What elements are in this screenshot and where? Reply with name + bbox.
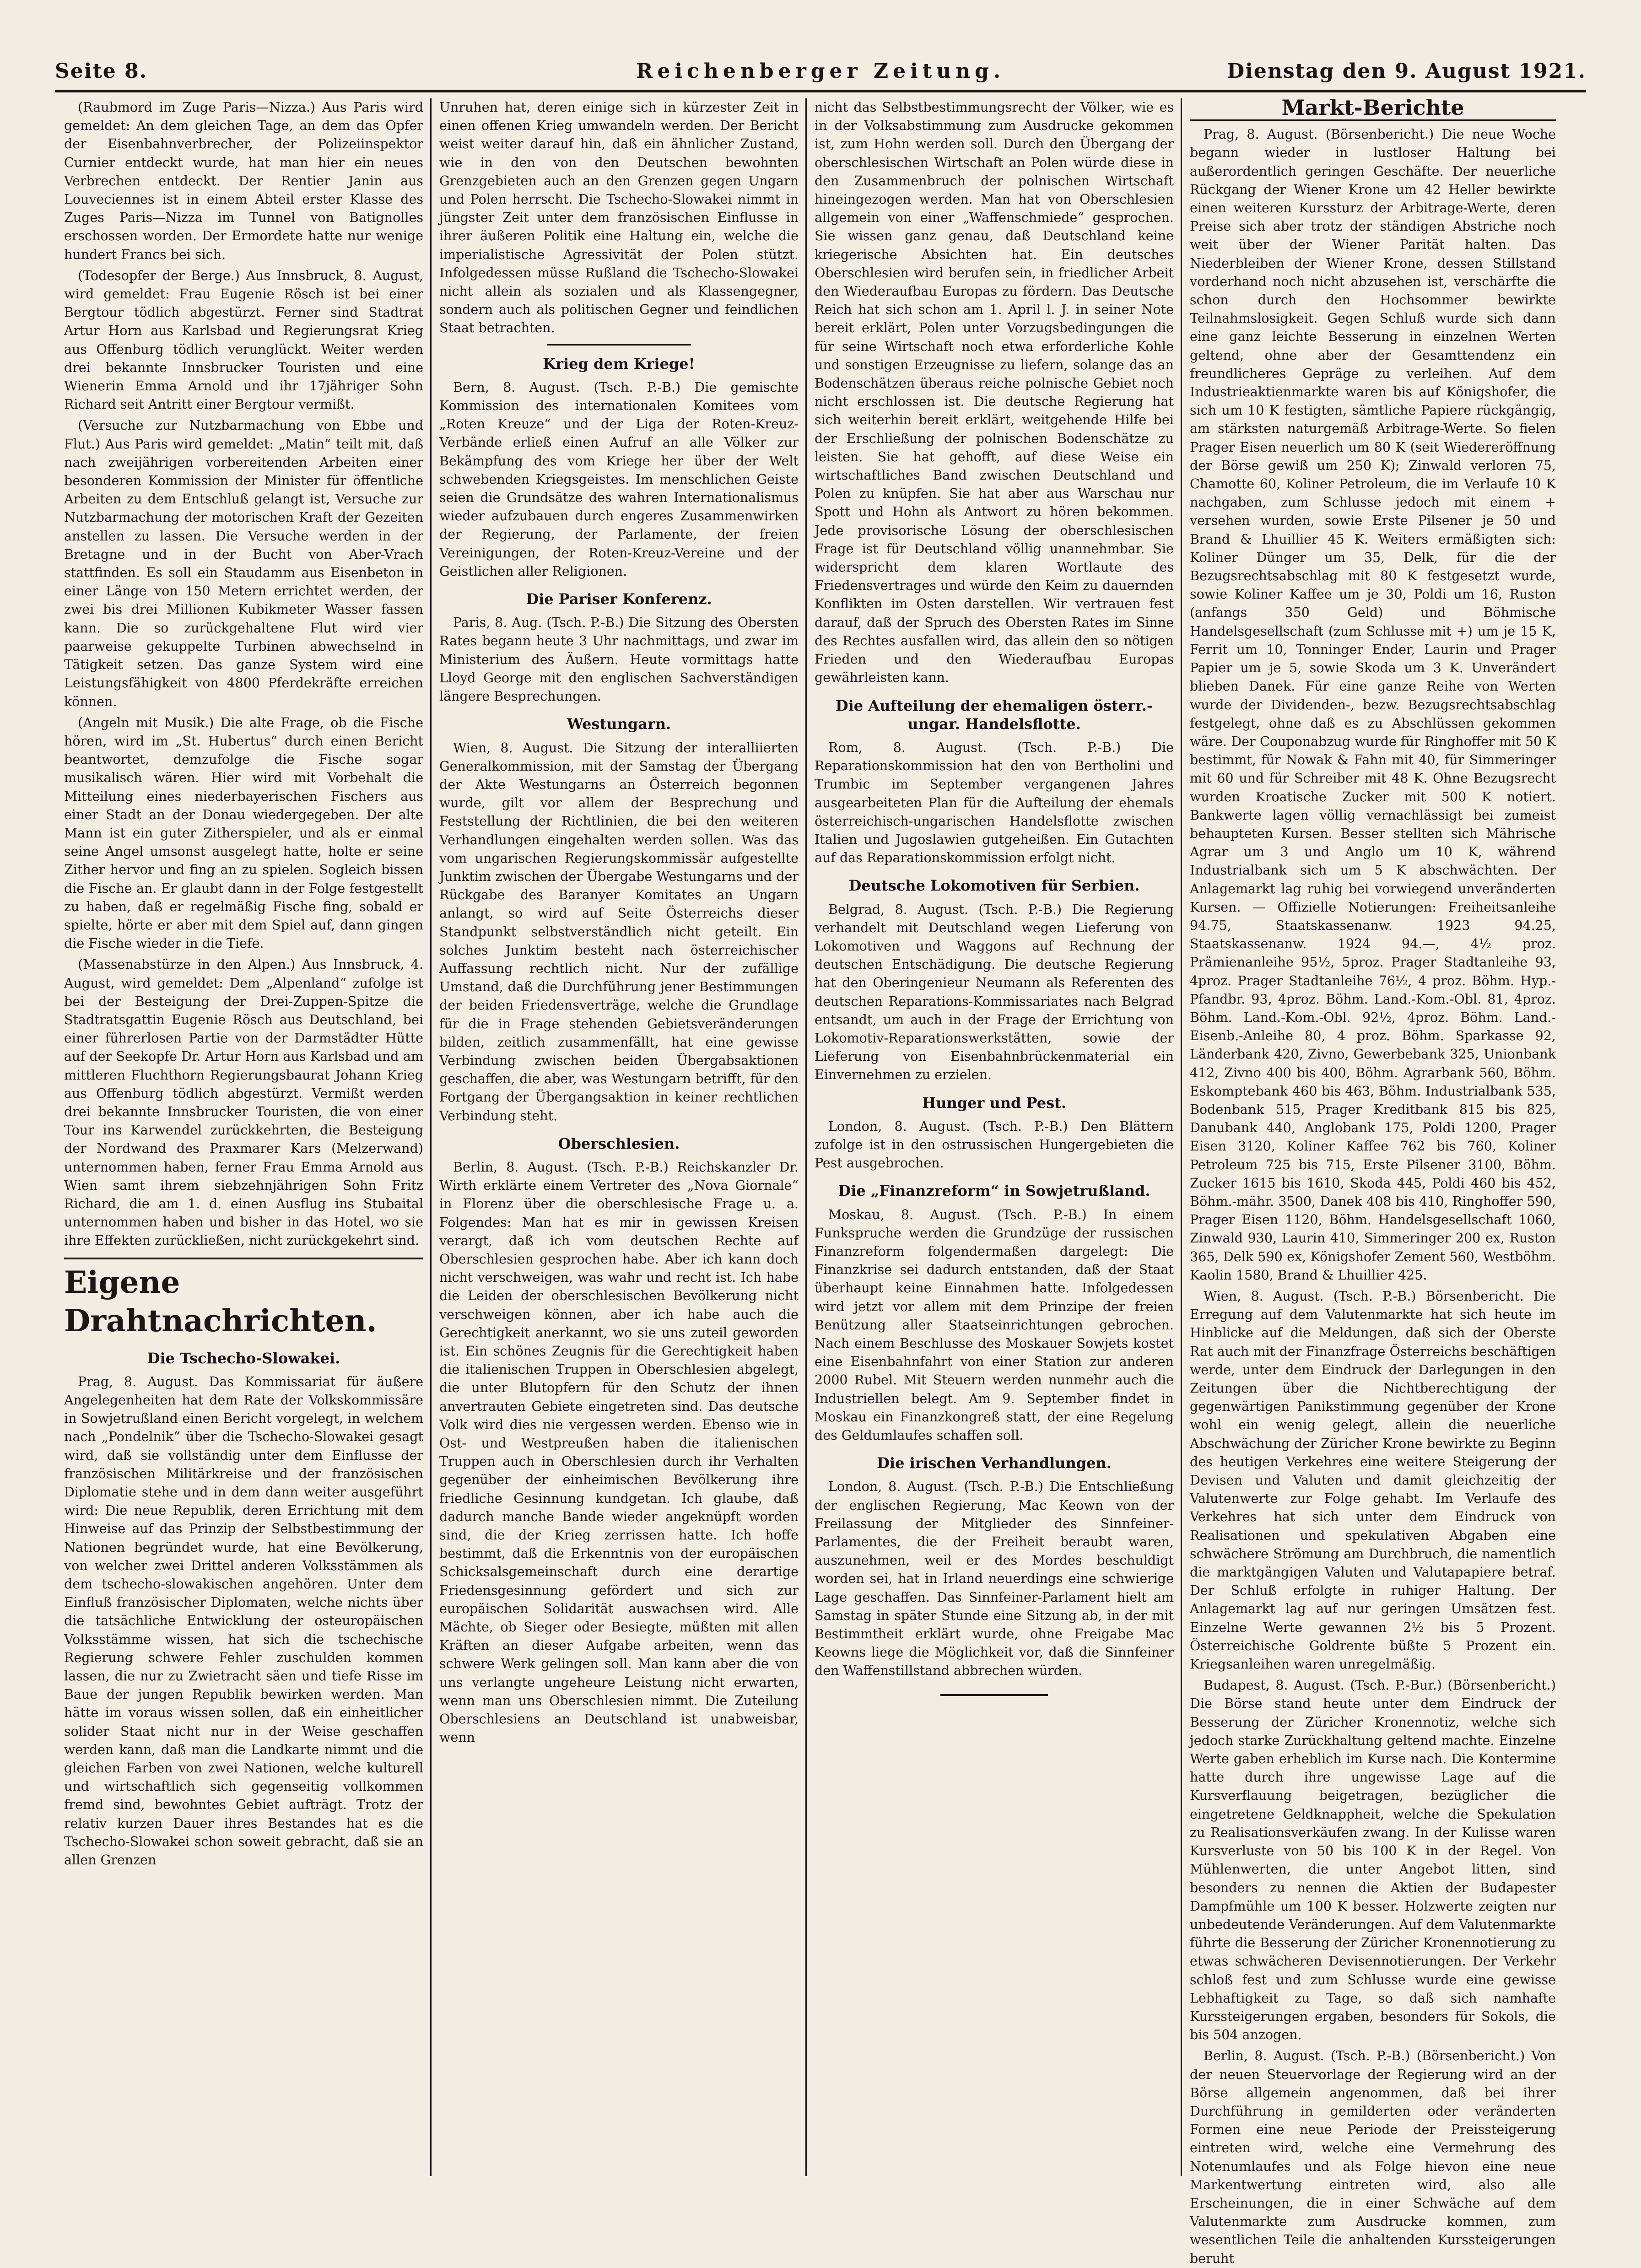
end-rule	[940, 1694, 1048, 1696]
article-pariser-konferenz: Paris, 8. Aug. (Tsch. P.-B.) Die Sitzung des Obersten Rates begann heute 3 Uhr nachmittags, und zwar im Ministerium des Äußern. Heute vormittags hatte Lloyd George mit den englischen Sachverständigen längere Besprechungen.	[439, 615, 799, 704]
article-heading: Die „Finanzreform“ in Sowjetrußland.	[838, 1182, 1150, 1200]
article-continuation: Unruhen hat, deren einige sich in kürzester Zeit in einen offenen Krieg umwandeln werden. Der Bericht weist weiter darauf hin, daß ein ähnlicher Zustand, wie in den von den Deutschen bewohnten Grenzgebieten auch an den Grenzen gegen Ungarn und Polen herrscht. Die Tschecho-Slowakei nimmt in jüngster Zeit unter dem französischen Einflusse in ihrer äußeren Politik eine Haltung ein, welche die imperialistische Agressivität der Polen stützt. Infolgedessen müsse Rußland die Tschecho-Slowakei nicht allein als sozialen und als Klassengegner, sondern auch als politischen Gegner und feindlichen Staat betrachten.	[439, 100, 799, 336]
article-oberschlesien: Berlin, 8. August. (Tsch. P.-B.) Reichskanzler Dr. Wirth erklärte einem Vertreter des „Nova Giornale“ in Florenz über die oberschlesische Frage u. a. Folgendes: Man hat es mir in gewissen Kreisen verargt, daß ich vom deutschen Rechte auf Oberschlesien gesprochen habe. Aber ich kann doch nicht verschweigen, was wahr und recht ist. Ich habe die Leiden der oberschlesischen Bevölkerung nicht verschweigen können, aber ich habe auch die Gerechtigkeit anerkannt, wo sie uns zuteil geworden ist. Ein schönes Zeugnis für die Gerechtigkeit haben die italienischen Truppen in Oberschlesien abgelegt, die unter Blutopfern für den Schutz der ihnen anvertrauten Gebiete eingetreten sind. Das deutsche Volk wird dies nie vergessen werden. Ebenso wie in Ost- und Westpreußen haben die italienischen Truppen auch in Oberschlesien durch ihr Verhalten gegenüber der einheimischen Bevölkerung ihre friedliche Gesinnung kundgetan. Ich glaube, daß dadurch manche Bande wieder angeknüpft worden sind, die der Krieg zerrissen hatte. Ich hoffe bestimmt, daß die Erkenntnis von der europäischen Schicksalsgemeinschaft durch eine derartige Friedensgesinnung gefördert und sich zur europäischen Solidarität auswachsen wird. Alle Mächte, ob Sieger oder Besiegte, müßten mit allen Kräften an dieser Aufgabe arbeiten, wenn das schwere Werk gelingen soll. Man kann aber die von uns verlangte ungeheure Leistung nicht erwarten, wenn man uns Oberschlesien nimmt. Die Zuteilung Oberschlesiens an Deutschland ist unabweisbar, wenn	[439, 1159, 799, 1745]
market-budapest: Budapest, 8. August. (Tsch. P.-Bur.) (Börsenbericht.) Die Börse stand heute unter dem Eindruck der Besserung der Züricher Kronennotiz, welche sich jedoch starke Zurückhaltung geltend machte. Einzelne Werte gaben erheblich im Kurse nach. Die Kontermine hatte durch ihre ungewisse Lage auf die Kursverflauung beigetragen, bezüglicher die eingetretene Geldknappheit, welche die Spekulation zu Realisationsverkäufen zwang. In der Kulisse waren Kursverluste von 50 bis 100 K in der Regel. Von Mühlenwerten, die unter Angebot litten, sind besonders zu nennen die Aktien der Budapester Dampfmühle um 100 K besser. Holzwerte zeigten nur unbedeutende Veränderungen. Auf dem Valutenmarkte führte die Besserung der Züricher Kronennotierung zu etwas schwächeren Devisennotierungen. Der Verkehr schloß fest und zum Schlusse wurde eine gewisse Lebhaftigkeit zu Tage, so daß sich namhafte Kurssteigerungen ergaben, besonders für Sokols, die bis 504 anzogen.	[1190, 1678, 1556, 2043]
header-rule	[55, 90, 1586, 92]
article-heading: Oberschlesien.	[558, 1134, 680, 1152]
article-heading: Westungarn.	[567, 715, 671, 733]
article-heading: Die Pariser Konferenz.	[526, 590, 712, 608]
market-berlin: Berlin, 8. August. (Tsch. P.-B.) (Börsenbericht.) Von der neuen Steuervorlage der Regierung wird an der Börse allgemein angenommen, daß bei ihrer Durchführung in gemilderten oder veränderten Formen eine neue Periode der Preissteigerung eintreten wird, welche eine Vermehrung des Notenumlaufes und als Folge hievon eine neue Markentwertung eintreten wird, also alle Erscheinungen, die in einer Schwäche auf dem Valutenmarkte zum Ausdrucke kommen, zum wesentlichen Teile die anhaltenden Kurssteigerungen beruht	[1190, 2048, 1556, 2266]
article-tschecho-slowakei: Prag, 8. August. Das Kommissariat für äußere Angelegenheiten hat dem Rate der Volkskommissäre in Sowjetrußland einen Bericht vorgelegt, in welchem nach „Pondelnik“ über die Tschecho-Slowakei gesagt wird, daß sie vollständig unter dem Einflusse der französischen Militärkreise und der französischen Diplomatie stehe und in dem dann weiter ausgeführt wird: Die neue Republik, deren Errichtung mit dem Hinweise auf das Prinzip der Selbstbestimmung der Nationen begründet wurde, hat eine Bevölkerung, von welcher zwei Drittel anderen Volksstämmen als dem tschecho-slowakischen angehören. Unter dem Einfluß französischer Diplomaten, welche nichts über die tatsächliche Entwicklung der osteuropäischen Volksstämme wissen, hat sich die tschechische Regierung schwere Fehler zuschulden kommen lassen, die nur zu Zwietracht säen und tiefe Risse im Baue der jungen Republik bewirken werden. Man hätte im voraus wissen sollen, daß ein einheitlicher solider Staat nicht nur in der Weise geschaffen werden kann, daß man die Landkarte nimmt und die gleichen Farben von zwei Nationen, welche kulturell und wirtschaftlich sich gegenseitig vollkommen fremd sind, bewohntes Gebiet aufträgt. Trotz der relativ kurzen Dauer ihres Bestandes hat es die Tschecho-Slowakei schon soweit gebracht, daß sie an allen Grenzen	[64, 1374, 423, 1868]
column-4	[1190, 95, 1556, 2266]
article-irische-verhandlungen: London, 8. August. (Tsch. P.-B.) Die Entschließung der englischen Regierung, Mac Keown von der Freilassung der Mitglieder des Sinnfeiner-Parlamentes, die der Freiheit beraubt waren, auszunehmen, weil er des Mordes beschuldigt worden sei, hat in Irland neuerdings eine schwierige Lage geschaffen. Das Sinnfeiner-Parlament hielt am Samstag in später Stunde eine Sitzung ab, in der mit Bestimmtheit erklärt wurde, ohne Freigabe Mac Keowns liege die Möglichkeit vor, daß die Sinnfeiner den Waffenstillstand abbrechen würden.	[815, 1479, 1174, 1679]
section-heading: Eigene Drahtnachrichten.	[64, 1258, 423, 1340]
article-westungarn: Wien, 8. August. Die Sitzung der interalliierten Generalkommission, mit der Samstag der Übergang der Akte Westungarns an Österreich begonnen wurde, gilt vor allem der Besprechung und Feststellung der Richtlinien, die bei den weiteren Verhandlungen eingehalten werden sollen. Was das vom ungarischen Regierungskommissär aufgestellte Junktim zwischen der Übergabe Westungarns und der Rückgabe des Baranyer Komitates an Ungarn anlangt, so wird auf Seite Österreichs dieser Standpunkt selbstverständlich nicht geteilt. Ein solches Junktim besteht nach österreichischer Auffassung rechtlich nicht. Nur der zufällige Umstand, daß die Durchführung jener Bestimmungen der beiden Friedensverträge, welche die Grundlage für die in Frage stehenden Gebietsveränderungen bilden, zeitlich zusammenfällt, hat eine gewisse Verbindung zwischen beiden Übergabsaktionen geschaffen, die aber, was Westungarn betrifft, für den Fortgang der Übergangsaktion in keiner rechtlichen Verbindung steht.	[439, 740, 799, 1123]
column-divider	[1181, 98, 1182, 2176]
page-number: Seite 8.	[55, 59, 148, 83]
article-heading: Deutsche Lokomotiven für Serbien.	[848, 877, 1140, 895]
page-header	[55, 55, 1586, 87]
article-heading: Die Aufteilung der ehemaligen österr.-ungar. Handelsflotte.	[835, 697, 1153, 733]
market-prag: Prag, 8. August. (Börsenbericht.) Die neue Woche begann wieder in lustloser Haltung bei außerordentlich geringen Geschäfte. Der neuerliche Rückgang der Wiener Krone um 42 Heller bewirkte einen weiteren Kurssturz der Arbitrage-Werte, deren Preise sich aber trotz der ständigen Abstriche noch weit über der Wiener Parität halten. Das Niederbleiben der Wiener Krone, dessen Stillstand vorderhand noch nicht abzusehen ist, verschärfte die schon durch den Hochsommer bewirkte Teilnahmslosigkeit. Gegen Schluß wurde sich dann eine ganz leichte Besserung in einzelnen Werten geltend, ohne aber der Gesamttendenz ein freundlicheres Gepräge zu verleihen. Auf dem Industrieaktienmarkte waren bis auf Königshofer, die sich um 10 K festigten, sämtliche Papiere rückgängig, am stärksten naturgemäß Arbitrage-Werte. So fielen Prager Eisen neuerlich um 80 K (seit Wiedereröffnung der Börse gewiß um 250 K); Zinwald verloren 75, Chamotte 60, Koliner Petroleum, die im Verlaufe 10 K nachgaben, zum Schlusse jedoch mit einem + versehen wurden, sowie Erste Pilsener je 50 und Brand & Lhuillier 45 K. Weiters ermäßigten sich: Koliner Dünger um 35, Delk, für die der Bezugsrechtsabschlag mit 80 K festgesetzt wurde, sowie Koliner Kaffee um je 30, Poldi um 16, Ruston (anfangs 350 Geld) und Böhmische Handelsgesellschaft (zum Schlusse mit +) um je 15 K, Ferrit um 10, Tonninger Ender, Laurin und Prager Papier um je 5, sowie Skoda um 3 K. Unverändert blieben Danek. Für eine ganze Reihe von Werten wurde der Dividenden-, bezw. Bezugsrechtsabschlag festgelegt, ohne daß es zu Abschlüssen gekommen wäre. Der Couponabzug wurde für Ringhoffer mit 50 K bestimmt, für Nowak & Fahn mit 40, für Simmeringer mit 60 und für Schreiber mit 48 K. Ohne Bezugsrecht wurden Kroatische Zucker mit 500 K notiert. Bankwerte lagen völlig vernachlässigt bei zumeist behaupteten Kursen. Besser stellten sich Mährische Agrar um 3 und Anglo um 10 K, während Industrialbank sich um 5 K abschwächten. Der Anlagemarkt lag ruhig bei vorwiegend unveränderten Kursen. — Offizielle Notierungen: Freiheitsanleihe 94.75, Staatskassenanw. 1923 94.25, Staatskassenanw. 1924 94.—, 4½ proz. Prämienanleihe 95½, 5proz. Prager Stadtanleihe 93, 4proz. Prager Stadtanleihe 76½, 4 proz. Böhm. Hyp.-Pfandbr. 93, 4proz. Böhm. Land.-Kom.-Obl. 81, 4proz. Böhm. Land.-Kom.-Obl. 92½, 4proz. Böhm. Land.-Eisenb.-Anleihe 80, 4 proz. Böhm. Sparkasse 92, Länderbank 420, Zivno, Gewerbebank 325, Unionbank 412, Zivno 400 bis 400, Böhm. Agrarbank 560, Böhm. Eskomptebank 460 bis 463, Böhm. Industrialbank 535, Bodenbank 515, Prager Kreditbank 815 bis 825, Danubank 440, Anglobank 175, Poldi 1200, Prager Eisen 3120, Koliner Kaffee 762 bis 760, Koliner Petroleum 725 bis 715, Erste Pilsener 3100, Böhm. Zucker 1615 bis 1610, Skoda 445, Poldi 460 bis 452, Böhm.-mähr. 3500, Danek 408 bis 410, Ringhoffer 590, Prager Eisen 1120, Böhm. Handelsgesellschaft 1060, Zinwald 930, Laurin 410, Simmeringer 200 ex, Ruston 365, Delk 590 ex, Königshofer Zement 560, Westböhm. Kaolin 1580, Brand & Lhuillier 425.	[1190, 127, 1556, 1283]
divider	[547, 344, 691, 346]
market-heading: Markt-Berichte	[1190, 98, 1556, 121]
article-hunger-pest: London, 8. August. (Tsch. P.-B.) Den Blättern zufolge ist in den ostrussischen Hungergebieten die Pest ausgebrochen.	[815, 1118, 1174, 1171]
article-handelsflotte: Rom, 8. August. (Tsch. P.-B.) Die Reparationskommission hat den von Bertholini und Trumbic im September vergangenen Jahres ausgearbeiteten Plan für die Aufteilung der ehemals österreichisch-ungarischen Handelsflotte zwischen Italien und Jugoslawien gutgeheißen. Ein Gutachten auf das Reparationskommission erfolgt nicht.	[815, 740, 1174, 866]
article-heading: Krieg dem Kriege!	[543, 355, 695, 373]
issue-date: Dienstag den 9. August 1921.	[1227, 59, 1586, 83]
column-divider	[805, 98, 807, 2176]
article-heading: Die Tschecho-Slowakei.	[147, 1349, 340, 1367]
article-heading: Die irischen Verhandlungen.	[877, 1454, 1112, 1472]
article-continuation: nicht das Selbstbestimmungsrecht der Völker, wie es in der Volksabstimmung zum Ausdrucke gekommen ist, zum Hohn werden soll. Durch den Übergang der oberschlesischen Wirtschaft an Polen würde diese in den Zusammenbruch der polnischen Wirtschaft hineingezogen werden. Man hat von Oberschlesien allgemein von einer „Waffenschmiede“ gesprochen. Sie wissen ganz genau, daß Deutschland keine kriegerische Absichten hat. Ein deutsches Oberschlesien wird berufen sein, in friedlicher Arbeit den Wiederaufbau Europas zu fördern. Das Deutsche Reich hat sich schon am 1. April l. J. in seiner Note bereit erklärt, Polen unter Vorzugsbedingungen die für seine Wirtschaft noch etwa erforderliche Kohle und sonstigen Erzeugnisse zu liefern, solange das an Bodenschätzen überaus reiche polnische Gebiet noch nicht erschlossen ist. Die deutsche Regierung hat sich weiterhin bereit erklärt, weitgehende Hilfe bei der Erschließung der polnischen Bodenschätze zu leisten. Sie hat gehofft, auf diese Weise ein wirtschaftliches Band zwischen Deutschland und Polen zu knüpfen. Sie hat aber aus Warschau nur Spott und Hohn als Antwort zu hören bekommen. Jede provisorische Lösung der oberschlesischen Frage ist für Deutschland völlig unannehmbar. Sie widerspricht dem klaren Wortlaute des Friedensvertrages und würde den Keim zu dauernden Konflikten im Osten darstellen. Wir vertrauen fest darauf, daß der Spruch des Obersten Rates im Sinne des Rechtes ausfallen wird, das allein den so nötigen Frieden und den Wiederaufbau Europas gewährleisten kann.	[815, 100, 1174, 686]
masthead: Reichenberger Zeitung.	[636, 59, 1005, 83]
market-wien: Wien, 8. August. (Tsch. P.-B.) Börsenbericht. Die Erregung auf dem Valutenmarkte hat sich heute im Hinblicke auf die Meldungen, daß sich der Oberste Rat auch mit der Finanzfrage Österreichs beschäftigen werde, unter dem Eindruck der Darlegungen in den Zeitungen über die Nichtberechtigung der gegenwärtigen Panikstimmung gegenüber der Krone wohl ein wenig gelegt, allein die neuerliche Abschwächung der Züricher Krone bewirkte zu Beginn des heutigen Verkehres eine weitere Steigerung der Devisen und Valuten und damit gleichzeitig der Valutenwerte zur Folge gehabt. Im Verlaufe des Verkehres hat sich unter dem Eindruck von Realisationen und spekulativen Abgaben eine schwächere Strömung am Durchbruch, die namentlich die marktgängigen Valuten und Valutapapiere betraf. Der Schluß erfolgte in ruhiger Haltung. Der Anlagemarkt lag auf nur geringen Umsätzen fest. Einzelne Werte gewannen 2½ bis 5 Prozent. Österreichische Goldrente büßte 5 Prozent ein. Kriegsanleihen waren unregelmäßig.	[1190, 1289, 1556, 1672]
article-ebbe-flut: (Versuche zur Nutzbarmachung von Ebbe und Flut.) Aus Paris wird gemeldet: „Matin“ teilt mit, daß nach zweijährigen vorbereitenden Arbeiten einer besonderen Kommission der Minister für öffentliche Arbeiten zu dem Entschluß gelangt ist, Versuche zur Nutzbarmachung der motorischen Kraft der Gezeiten anstellen zu lassen. Die Versuche werden in der Bretagne und in der Bucht von Aber-Vrach stattfinden. Es soll ein Staudamm aus Eisenbeton in einer Länge von 150 Metern errichtet werden, der zwei bis drei Millionen Kubikmeter Wasser fassen kann. Die so zurückgehaltene Flut wird vier paarweise gekuppelte Turbinen abwechselnd in Tätigkeit setzen. Das ganze System wird eine Leistungsfähigkeit von 4800 Pferdekräfte erreichen können.	[64, 418, 423, 709]
column-3	[815, 98, 1174, 2176]
column-divider	[430, 98, 432, 2176]
article-todesopfer: (Todesopfer der Berge.) Aus Innsbruck, 8. August, wird gemeldet: Frau Eugenie Rösch ist bei einer Bergtour tödlich abgestürzt. Ferner sind Stadtrat Artur Horn aus Karlsbad und Regierungsrat Krieg aus Offenburg tödlich verunglückt. Weiter werden drei bekannte Innsbrucker Touristen und eine Wienerin Emma Arnold und ihr 17jähriger Sohn Richard seit Antritt einer Bergtour vermißt.	[64, 268, 423, 412]
article-krieg-dem-kriege: Bern, 8. August. (Tsch. P.-B.) Die gemischte Kommission des internationalen Komitees vom „Roten Kreuze“ und der Liga der Roten-Kreuz-Verbände erließ einen Aufruf an alle Völker zur Bekämpfung des vom Kriege her über der Welt schwebenden Kriegsgeistes. Im menschlichen Geiste seien die Grundsätze des wahren Internationalismus wieder aufzubauen durch engeres Zusammenwirken der Regierung, der Parlamente, der freien Vereinigungen, der Roten-Kreuz-Vereine und der Geistlichen aller Religionen.	[439, 379, 799, 579]
article-lokomotiven: Belgrad, 8. August. (Tsch. P.-B.) Die Regierung verhandelt mit Deutschland wegen Lieferung von Lokomotiven und Waggons auf Rechnung der deutschen Entschädigung. Die deutsche Regierung hat den Oberingenieur Neumann als Referenten des deutschen Reparations-Kommissariates nach Belgrad entsandt, um auch in der Frage der Errichtung von Lokomotiv-Reparationswerkstätten, sowie der Lieferung von Eisenbahnbrückenmaterial ein Einvernehmen zu erzielen.	[815, 902, 1174, 1083]
article-angeln: (Angeln mit Musik.) Die alte Frage, ob die Fische hören, wird im „St. Hubertus“ durch einen Bericht beantwortet, demzufolge die Fische sogar musikalisch wären. Hier wird mit Vorbehalt die Mitteilung eines niederbayerischen Fischers aus einer Stadt an der Donau wiedergegeben. Der alte Mann ist ein guter Zitherspieler, und als er einmal seine Angel umsonst ausgelegt hatte, holte er seine Zither hervor und fing an zu spielen. Sogleich bissen die Fische an. Er glaubt dann in der Folge festgestellt zu haben, daß er regelmäßig Fische fing, sobald er spielte, hörte er aber mit dem Spiel auf, dann gingen die Fische wieder in die Tiefe.	[64, 715, 423, 951]
article-heading: Hunger und Pest.	[922, 1094, 1067, 1112]
article-massenabstuerze: (Massenabstürze in den Alpen.) Aus Innsbruck, 4. August, wird gemeldet: Dem „Alpenland“ zufolge ist bei der Besteigung der Drei-Zuppen-Spitze die Stadtratsgattin Eugenie Rösch aus Deutschland, bei einer führerlosen Partie von der Darmstädter Hütte auf der Seekopfe Dr. Artur Horn aus Karlsbad und am mittleren Fluchthorn Regierungsbaurat Johann Krieg aus Offenburg tödlich abgestürzt. Vermißt werden drei bekannte Innsbrucker Touristen, die von einer Tour ins Karwendel zurückkehrten, die Besteigung der Nordwand des Praxmarer Kars (Melzerwand) unternommen haben, ferner Frau Emma Arnold aus Wien samt ihrem siebzehnjährigen Sohn Fritz Richard, die am 1. d. einen Ausflug ins Stubaital unternommen haben und bisher in das Hotel, wo sie ihre Effekten zurückließen, nicht zurückgekehrt sind.	[64, 957, 423, 1248]
column-1	[64, 98, 423, 2176]
column-2	[439, 98, 799, 2176]
article-finanzreform: Moskau, 8. August. (Tsch. P.-B.) In einem Funkspruche werden die Grundzüge der russischen Finanzreform folgendermaßen dargelegt: Die Finanzkrise sei dadurch entstanden, daß der Staat überhaupt keine Einnahmen hatte. Infolgedessen wird jetzt vor allem mit dem Prinzipe der freien Benützung aller Staatseinrichtungen gebrochen. Nach einem Beschlusse des Moskauer Sowjets kostet eine Eisenbahnfahrt von einer Station zur anderen 2000 Rubel. Mit Steuern werden nunmehr auch die Industriellen belegt. Am 9. September findet in Moskau ein Finanzkongreß statt, der eine Regelung des Geldumlaufes schaffen soll.	[815, 1207, 1174, 1443]
article-raubmord: (Raubmord im Zuge Paris—Nizza.) Aus Paris wird gemeldet: An dem gleichen Tage, an dem das Opfer der Eisenbahnverbrecher, der Polizeiinspektor Curnier entdeckt wurde, hat man hier ein neues Verbrechen entdeckt. Der Rentier Janin aus Louveciennes ist in einem Abteil erster Klasse des Zuges Paris—Nizza im Tunnel von Batignolles erschossen worden. Der Ermordete hatte nur wenige hundert Francs bei sich.	[64, 100, 423, 262]
